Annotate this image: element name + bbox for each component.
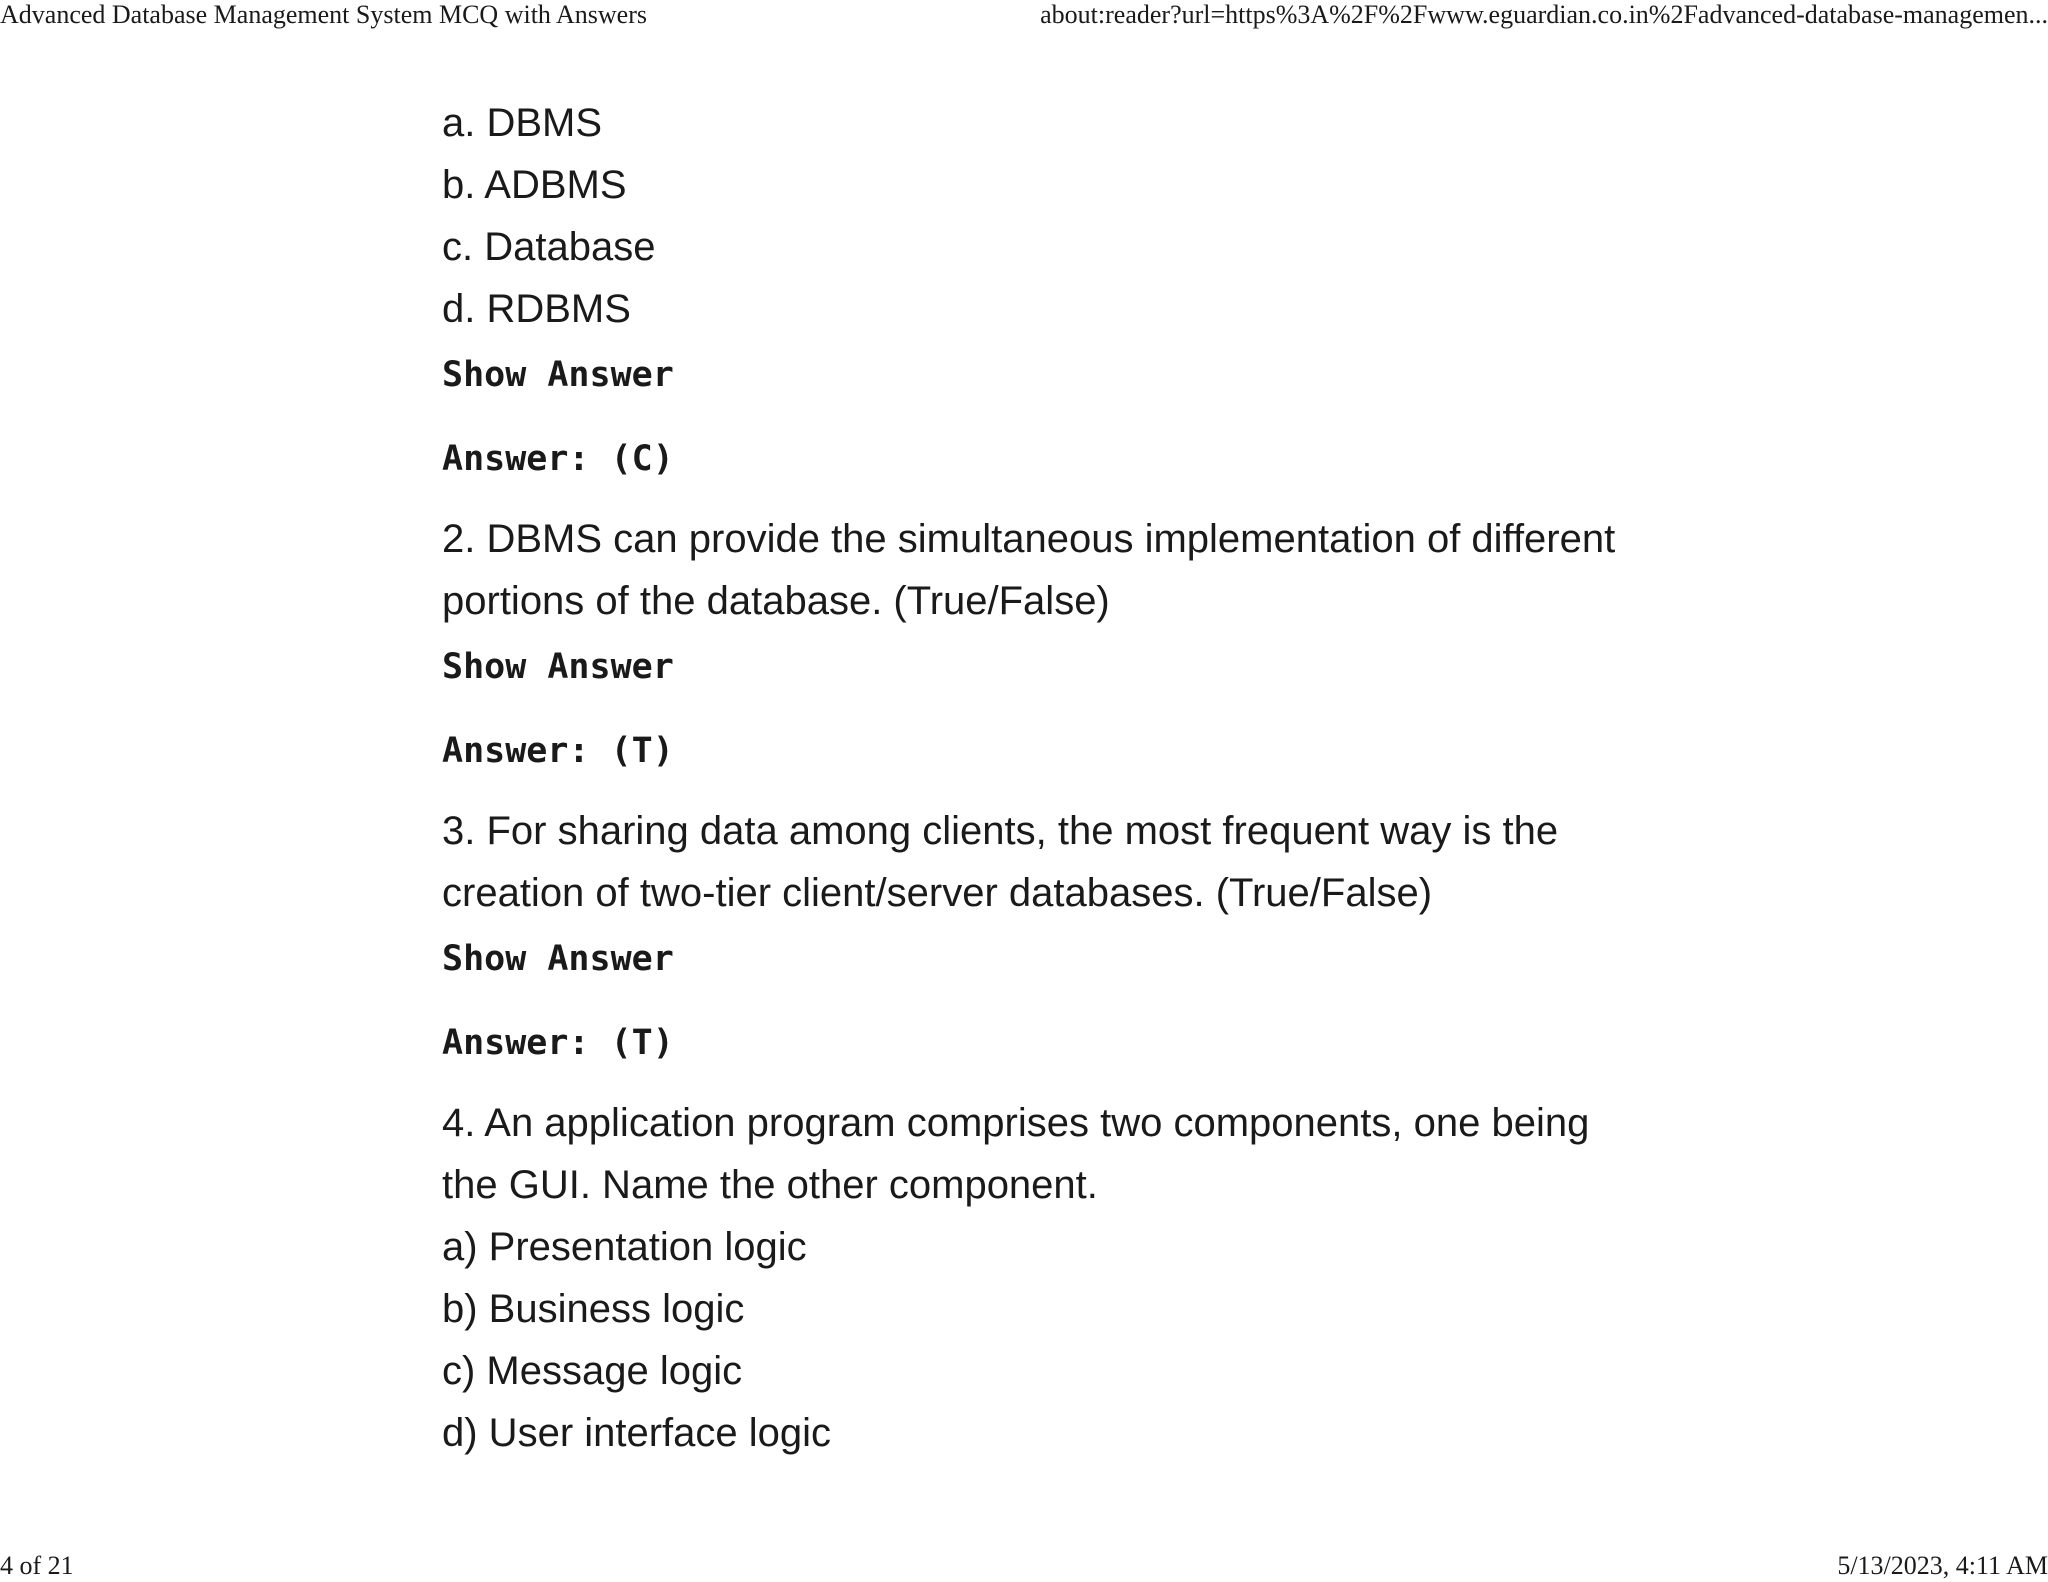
show-answer-button[interactable]: Show Answer bbox=[442, 355, 674, 395]
option-d: d) User interface logic bbox=[442, 1411, 832, 1455]
answer-text: Answer: (C) bbox=[442, 439, 674, 479]
question-2 bbox=[442, 508, 1622, 632]
show-answer-button[interactable]: Show Answer bbox=[442, 647, 674, 687]
print-datetime: 5/13/2023, 4:11 AM bbox=[1837, 1551, 2048, 1580]
option-c: c. Database bbox=[442, 225, 656, 269]
question-1-options bbox=[442, 92, 1622, 340]
question-4 bbox=[442, 1092, 1622, 1216]
print-footer bbox=[0, 1551, 2048, 1581]
question-line: 3. For sharing data among clients, the most frequent way is the bbox=[442, 809, 1559, 853]
question-line: creation of two-tier client/server databases. (True/False) bbox=[442, 871, 1433, 915]
print-header bbox=[0, 0, 2048, 30]
page-url: about:reader?url=https%3A%2F%2Fwww.eguardian.co.in%2Fadvanced-database-managemen... bbox=[1040, 0, 2048, 29]
question-line: the GUI. Name the other component. bbox=[442, 1163, 1098, 1207]
option-c: c) Message logic bbox=[442, 1349, 743, 1393]
question-3 bbox=[442, 800, 1622, 924]
answer-text: Answer: (T) bbox=[442, 1023, 674, 1063]
option-d: d. RDBMS bbox=[442, 287, 631, 331]
question-line: portions of the database. (True/False) bbox=[442, 579, 1110, 623]
reader-content bbox=[442, 92, 1622, 1464]
show-answer-button[interactable]: Show Answer bbox=[442, 939, 674, 979]
option-b: b. ADBMS bbox=[442, 163, 627, 207]
question-line: 2. DBMS can provide the simultaneous implementation of different bbox=[442, 517, 1616, 561]
question-line: 4. An application program comprises two components, one being bbox=[442, 1101, 1590, 1145]
page-number: 4 of 21 bbox=[0, 1551, 74, 1580]
page-title: Advanced Database Management System MCQ with Answers bbox=[0, 0, 647, 29]
answer-text: Answer: (T) bbox=[442, 731, 674, 771]
option-a: a. DBMS bbox=[442, 101, 603, 145]
question-4-options bbox=[442, 1216, 1622, 1464]
option-b: b) Business logic bbox=[442, 1287, 745, 1331]
option-a: a) Presentation logic bbox=[442, 1225, 807, 1269]
